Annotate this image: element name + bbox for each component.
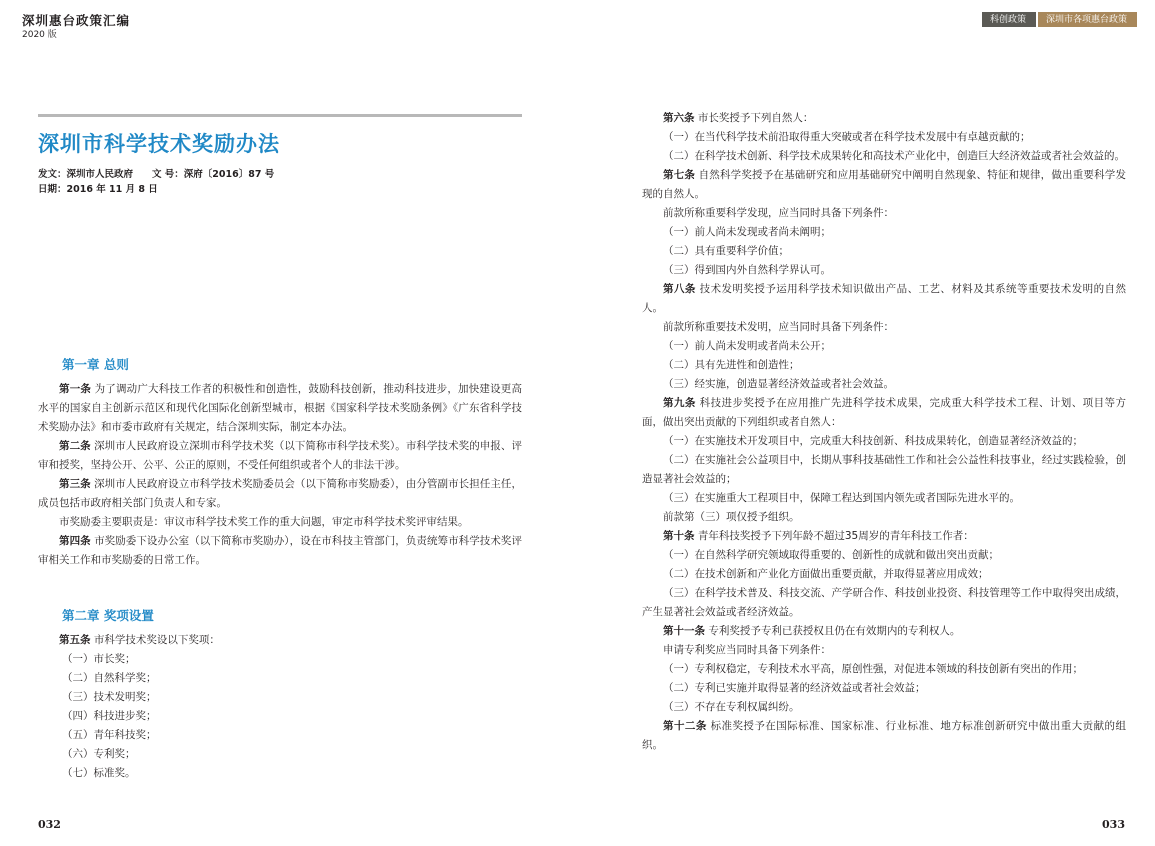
list-item: （三）得到国内外自然科学界认可。 [663, 264, 831, 276]
article-text: 青年科技奖授予下列年龄不超过35周岁的青年科技工作者： [694, 530, 974, 542]
list-item: （二）在科学技术创新、科学技术成果转化和高技术产业化中，创造巨大经济效益或者社会效益的。 [663, 150, 1125, 162]
article-9 [642, 394, 1126, 432]
list-item: （三）不存在专利权属纠纷。 [663, 701, 800, 713]
article-1 [38, 380, 522, 437]
list-item: （一）在实施技术开发项目中，完成重大科技创新、科技成果转化，创造显著经济效益的； [663, 435, 1083, 447]
list-item: （一）市长奖； [62, 653, 136, 665]
article-text: 市长奖授予下列自然人： [694, 112, 814, 124]
article-text: 为了调动广大科技工作者的积极性和创造性，鼓励科技创新，推动科技进步，加快建设更高水平的国家自主创新示范区和现代化国际化创新型城市，根据《国家科学技术奖励条例》《广东省科学技术奖励办法》和市委市政府有关规定，结合深圳实际，制定本办法。 [38, 383, 523, 433]
list-item: （二）在技术创新和产业化方面做出重要贡献，并取得显著应用成效； [663, 568, 989, 580]
article-label: 第十一条 [663, 625, 705, 637]
paragraph: 申请专利奖应当同时具备下列条件： [663, 644, 831, 656]
list-item: （三）在科学技术普及、科技交流、产学研合作、科技创业投资、科技管理等工作中取得突出成绩，产生显著社会效益或者经济效益。 [642, 587, 1126, 618]
tab-section: 深圳市各项惠台政策 [1038, 12, 1137, 27]
list-item: （五）青年科技奖； [62, 729, 157, 741]
list-item: （一）专利权稳定，专利技术水平高，原创性强，对促进本领域的科技创新有突出的作用； [663, 663, 1083, 675]
paragraph: 前款第（三）项仅授予组织。 [663, 511, 800, 523]
list-item: （三）经实施，创造显著经济效益或者社会效益。 [663, 378, 894, 390]
article-text: 深圳市人民政府设立市科学技术奖励委员会（以下简称市奖励委），由分管副市长担任主任，成员包括市政府相关部门负责人和专家。 [38, 478, 522, 509]
article-label: 第八条 [663, 283, 696, 295]
article-10 [642, 527, 1126, 546]
article-label: 第三条 [59, 478, 91, 490]
list-item: （二）具有先进性和创造性； [663, 359, 800, 371]
article-11 [642, 622, 1126, 641]
document-date: 日期：2016 年 11 月 8 日 [38, 184, 158, 195]
title-divider [38, 114, 522, 117]
list-item: （三）技术发明奖； [62, 691, 157, 703]
article-text: 专利奖授予专利已获授权且仍在有效期内的专利权人。 [705, 625, 961, 637]
article-5 [38, 631, 522, 650]
article-text: 深圳市人民政府设立深圳市科学技术奖（以下简称市科学技术奖）。市科学技术奖的申报、评审和授奖，坚持公开、公平、公正的原则，不受任何组织或者个人的非法干涉。 [38, 440, 522, 471]
document-title: 深圳市科学技术奖励办法 [38, 132, 280, 156]
article-label: 第十二条 [663, 720, 707, 732]
article-text: 市科学技术奖设以下奖项： [90, 634, 220, 646]
article-label: 第十条 [663, 530, 695, 542]
chapter-heading-2: 第二章 奖项设置 [62, 608, 154, 623]
paragraph: 前款所称重要技术发明，应当同时具备下列条件： [663, 321, 894, 333]
article-label: 第六条 [663, 112, 695, 124]
article-text: 市奖励委下设办公室（以下简称市奖励办），设在市科技主管部门，负责统筹市科学技术奖评审相关工作和市奖励委的日常工作。 [38, 535, 522, 566]
tab-category: 科创政策 [982, 12, 1036, 27]
article-text: 标准奖授予在国际标准、国家标准、行业标准、地方标准创新研究中做出重大贡献的组织。 [642, 720, 1126, 751]
section-tabs [982, 12, 1137, 27]
article-text: 科技进步奖授予在应用推广先进科学技术成果，完成重大科学技术工程、计划、项目等方面，做出突出贡献的下列组织或者自然人： [642, 397, 1127, 428]
list-item: （三）在实施重大工程项目中，保障工程达到国内领先或者国际先进水平的。 [663, 492, 1020, 504]
article-label: 第四条 [59, 535, 91, 547]
article-label: 第二条 [59, 440, 91, 452]
list-item: （二）在实施社会公益项目中，长期从事科技基础性工作和社会公益性科技事业，经过实践检验，创造显著社会效益的； [642, 454, 1126, 485]
article-2 [38, 437, 522, 475]
right-column [642, 109, 1126, 755]
article-label: 第九条 [663, 397, 696, 409]
article-label: 第一条 [59, 383, 92, 395]
document-issuer: 发文：深圳市人民政府 文 号：深府〔2016〕87 号 [38, 169, 275, 180]
list-item: （二）专利已实施并取得显著的经济效益或者社会效益； [663, 682, 926, 694]
list-item: （四）科技进步奖； [62, 710, 157, 722]
article-12 [642, 717, 1126, 755]
article-3 [38, 475, 522, 513]
left-column-ch2 [38, 631, 522, 783]
article-text: 自然科学奖授予在基础研究和应用基础研究中阐明自然现象、特征和规律，做出重要科学发现的自然人。 [642, 169, 1127, 200]
list-item: （六）专利奖； [62, 748, 136, 760]
list-item: （二）具有重要科学价值； [663, 245, 789, 257]
article-4 [38, 532, 522, 570]
article-text: 技术发明奖授予运用科学技术知识做出产品、工艺、材料及其系统等重要技术发明的自然人。 [642, 283, 1127, 314]
article-7 [642, 166, 1126, 204]
article-3-paragraph: 市奖励委主要职责是：审议市科学技术奖工作的重大问题，审定市科学技术奖评审结果。 [59, 516, 469, 528]
page-number-right: 033 [1102, 818, 1125, 831]
edition-label: 2020 版 [22, 30, 57, 40]
list-item: （一）前人尚未发现或者尚未阐明； [663, 226, 831, 238]
article-label: 第五条 [59, 634, 91, 646]
list-item: （一）前人尚未发明或者尚未公开； [663, 340, 831, 352]
article-label: 第七条 [663, 169, 696, 181]
article-8 [642, 280, 1126, 318]
article-6 [642, 109, 1126, 128]
list-item: （二）自然科学奖； [62, 672, 157, 684]
chapter-heading-1: 第一章 总则 [62, 357, 129, 372]
list-item: （一）在自然科学研究领域取得重要的、创新性的成就和做出突出贡献； [663, 549, 999, 561]
page-number-left: 032 [38, 818, 61, 831]
paragraph: 前款所称重要科学发现，应当同时具备下列条件： [663, 207, 894, 219]
list-item: （七）标准奖。 [62, 767, 136, 779]
list-item: （一）在当代科学技术前沿取得重大突破或者在科学技术发展中有卓越贡献的； [663, 131, 1031, 143]
left-column-ch1 [38, 380, 522, 570]
book-title: 深圳惠台政策汇编 [22, 13, 131, 28]
